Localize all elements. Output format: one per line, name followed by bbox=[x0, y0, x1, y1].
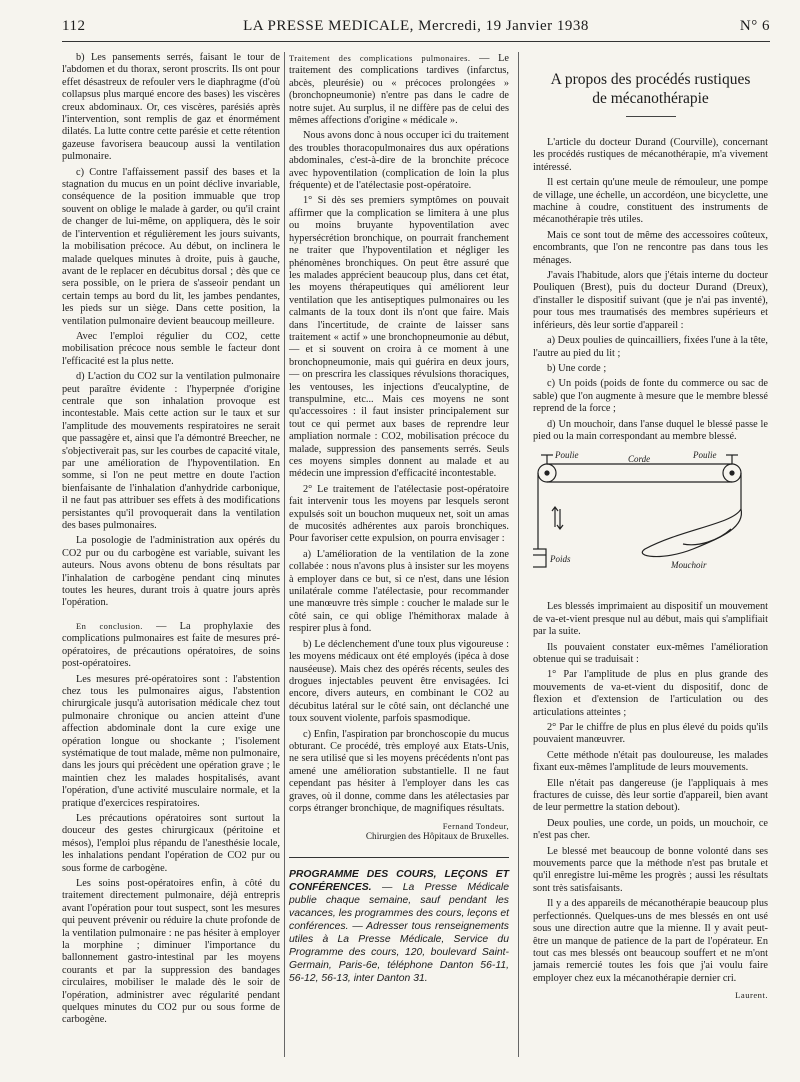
journal-title: LA PRESSE MEDICALE, Mercredi, 19 Janvier 1938 bbox=[243, 18, 589, 34]
paragraph: Les précautions opératoires sont surtout la douceur des gestes chirurgicaux (péritoine et mésos), l'emploi plus répandu de l'anesthésie locale, les inhalations pendant l'opération de CO2 pur ou sous forme de carbogène. bbox=[62, 812, 280, 874]
paragraph: Il est certain qu'une meule de rémouleur, une pompe de village, une échelle, un accordéon, une bicyclette, une machine à coudre, constituent des instruments de mécanothérapie très utiles. bbox=[533, 177, 769, 226]
issue-number: N° 6 bbox=[739, 18, 770, 34]
column-1 bbox=[62, 52, 280, 1030]
pulley-drawing bbox=[533, 449, 768, 591]
paragraph: Nous avons donc à nous occuper ici du traitement des troubles thoracopulmonaires dus aux opérations abdominales, c'est-à-dire de la bronchite précoce avec hypoventilation (complication de loin la plus fréquente) et de l'atélectasie post-opératoire. bbox=[289, 130, 509, 192]
paragraph: 2° Par le chiffre de plus en plus élevé du poids qu'ils pouvaient manœuvrer. bbox=[533, 722, 768, 746]
paragraph: Les mesures pré-opératoires sont : l'abstention chez tous les pulmonaires aigus, l'abstention chirurgicale jusqu'à autorisation médicale chez tout pulmonaire chronique ou ancien atteint d'une affection abdominale dont la cure exige une opération longue ou shockante ; l'isolement systématique de tout malade, même non pulmonaire, dans les jours qui précèdent une opération grave ; le maintien chez les malades hospitalisés, avant l'opération, d'une activité musculaire normale, et la pratique d'exercices respiratoires. bbox=[62, 673, 280, 809]
paragraph: a) Deux poulies de quincailliers, fixées l'une à la tête, l'autre au pied du lit ; bbox=[533, 335, 768, 359]
column-divider bbox=[518, 52, 519, 1057]
program-notice bbox=[289, 868, 509, 985]
paragraph: Ils pouvaient constater eux-mêmes l'amélioration obtenue qui se traduisait : bbox=[533, 641, 768, 665]
column-2 bbox=[289, 52, 509, 985]
paragraph: Les soins post-opératoires enfin, à côté du traitement directement pulmonaire, déjà entrepris avant l'opération pour tout suspect, sont les mesures qui peuvent prévenir ou réduire la chute profonde de la ventilation pulmonaire : ne pas hésiter à employer la morphine ; diminuer l'importance du ballonnement gastro-intestinal par les moyens courants et par la suppression des bandages circulaires, mobiliser le malade dès le soir de l'opération, administrer avec régularité pendant quelques minutes du CO2 pur ou sous forme de carbogène. bbox=[62, 878, 280, 1026]
article-title bbox=[533, 70, 768, 108]
paragraph: a) L'amélioration de la ventilation de la zone collabée : nous n'avons plus à insister sur les moyens à employer dans ce but, si ce n'est, dans une lésion unilatérale comme l'atélectasie, pour recommander une manœuvre très simple : coucher le malade sur le côté sain, ce qui oblige l'hémithorax malade à respirer plus à fond. bbox=[289, 548, 509, 635]
article-author: Laurent. bbox=[735, 990, 768, 1001]
paragraph: c) Un poids (poids de fonte du commerce ou sac de sable) que l'on augmente à mesure que le membre blessé reprend de la force ; bbox=[533, 378, 768, 415]
conclusion-text: — La prophylaxie des complications pulmonaires est faite de mesures pré-opératoires, de précautions opératoires, de soins post-opératoires. bbox=[62, 620, 280, 670]
paragraph: Il y a des appareils de mécanothérapie beaucoup plus perfectionnés. Quelques-uns de mes blessés en ont usé sous une direction autre que la mienne. Il y avait peut-être un manque de patience de la part de l'opérateur. En tout cas mes blessés ont beaucoup souffert et ne m'ont jamais remercié toutes les fois que j'ai voulu faire employer chez eux la mécanothérapie dernier cri. bbox=[533, 898, 768, 984]
program-text: — La Presse Médicale publie chaque semaine, sauf pendant les vacances, les programmes des cours, leçons et conférences. — Adresser tous renseignements utiles à La Presse Médicale, Service du Programme des cours, 120, boulevard Saint-Germain, Paris-6e, téléphone Danton 56-11, 56-12, 56-13, inter Danton 31. bbox=[289, 882, 509, 985]
paragraph: b) Les pansements serrés, faisant le tour de l'abdomen et du thorax, seront proscrits. Ils ont pour effet désastreux de refouler vers le diaphragme (d'où collapsus plus marqué encore des bases) les viscères creux abdominaux. Or, ces viscères, parésiés après l'intervention, sont remplis de gaz et énormément dilatés. La lutte contre cette parésie et cette rétention gazeuse favorisera beaucoup aussi la ventilation pulmonaire. bbox=[62, 52, 280, 163]
label-mouchoir: Mouchoir bbox=[671, 560, 707, 571]
title-line: A propos des procédés rustiques bbox=[550, 71, 751, 88]
author-signature bbox=[289, 821, 509, 843]
title-rule bbox=[626, 116, 676, 117]
column-3 bbox=[533, 52, 768, 1002]
section-separator bbox=[289, 857, 509, 858]
paragraph: 1° Si dès ses premiers symptômes on pouvait affirmer que la complication se limitera à une plus ou moins bruyante hypoventilation avec hypersécrétion bronchique, on pourrait franchement ne traiter que l'hypoventilation et négliger les phénomènes bronchiques. On peut être assuré que les malades apprécient beaucoup plus, dans cet état, les moyens thérapeutiques qui améliorent leur ventilation que les antiseptiques pulmonaires ou les calmants de la toux dont ils n'ont que faire. Mais dans l'incertitude, de crainte de laisser sans traitement « actif » une bronchopneumonie au début, — et si souvent on croira à ce moment à une bronchopneumonie, mais qui guérira en deux jours, — on prescrira les classiques révulsions thoraciques, les ventouses, les injections d'eucalyptine, de transpulmine, etc... Mais ces moyens ne sont qu'accessoires : il faut insister principalement sur tout ce qui permet aux bases de reprendre leur ampliation normale : CO2, mobilisation précoce du malade, suppression des pansements serrés. Seuls ces moyens simples donnent au malade et au médecin une impression d'efficacité incontestable. bbox=[289, 195, 509, 480]
page-header bbox=[62, 18, 770, 40]
paragraph: La posologie de l'administration aux opérés du CO2 pur ou du carbogène est variable, suivant les auteurs. Nous avons obtenu de bons résultats par l'inhalation de carbogène pendant cinq minutes toutes les heures, durant trois à quatre jours après l'opération. bbox=[62, 535, 280, 609]
signature-name: Fernand Tondeur, bbox=[442, 821, 509, 832]
paragraph-text: — Le traitement des complications tardives (infarctus, abcès, pleurésie) ou « précoces prolongées » (bronchopneumonie) n'entre pas dans le cadre de notre sujet. Au surplus, il ne diffère pas de celui des mêmes affections d'origine « médicale ». bbox=[289, 53, 510, 127]
paragraph: c) Enfin, l'aspiration par bronchoscopie du mucus obturant. Ce procédé, très employé aux Etats-Unis, ne sera utilisé que si les moyens précédents n'ont pas amené une amélioration substantielle. Il ne faut cependant pas hésiter à l'employer dans les cas graves, où il donne, comme dans les atélectasies par corps étranger bronchique, de magnifiques résultats. bbox=[289, 728, 509, 814]
page-number: 112 bbox=[62, 18, 86, 34]
paragraph: d) L'action du CO2 sur la ventilation pulmonaire peut paraître évidente : l'hyperpnée d'origine centrale que son inhalation provoque est incontestable. Mais cette action sur le taux et sur l'amplitude des mouvements respiratoires ne serait que passagère et, ainsi que l'a démontré Breecher, ne s'objectiverait pas, sur les courbes de capacité vitale, par une amélioration de l'hypoventilation. En somme, si l'on ne peut mettre en doute l'action bienfaisante de l'inhalation d'anhydride carbonique, il ne faut pas attribuer ses effets à des modifications persistantes qu'il provoquerait dans la ventilation des bases pulmonaires. bbox=[62, 371, 280, 532]
column-divider bbox=[284, 52, 285, 1057]
label-poids: Poids bbox=[550, 554, 571, 565]
conclusion-paragraph bbox=[62, 620, 280, 671]
paragraph: J'avais l'habitude, alors que j'étais interne du docteur Pouliquen (Brest), puis du docteur Durand (Dreux), d'installer le dispositif suivant (que je n'ai pas inventé), pour tous mes traumatisés des membres supérieurs et inférieurs, dès leur sortie d'appareil : bbox=[533, 270, 768, 331]
title-line: de mécanothérapie bbox=[592, 90, 709, 107]
header-rule bbox=[62, 41, 770, 42]
paragraph: Deux poulies, une corde, un poids, un mouchoir, ce n'est pas cher. bbox=[533, 817, 768, 842]
label-corde: Corde bbox=[628, 454, 651, 465]
treatment-paragraph bbox=[289, 52, 509, 127]
paragraph: Les blessés imprimaient au dispositif un mouvement de va-et-vient presque nul au début, mais qui s'amplifiait par la suite. bbox=[533, 601, 768, 638]
paragraph: Mais ce sont tout de même des accessoires coûteux, encombrants, que l'on ne rencontre pas dans tous les ménages. bbox=[533, 229, 768, 266]
section-heading: Traitement des complications pulmonaires. bbox=[289, 53, 471, 63]
signature-title: Chirurgien des Hôpitaux de Bruxelles. bbox=[365, 832, 509, 843]
program-title: PROGRAMME DES COURS, LEÇONS ET CONFÉRENCES. bbox=[289, 869, 509, 894]
paragraph: Elle n'était pas dangereuse (je l'appliquais à mes fractures de cuisse, dès leur sortie d'appareil, bien avant de leur permettre la station debout). bbox=[533, 777, 768, 814]
paragraph: b) Le déclenchement d'une toux plus vigoureuse : les moyens médicaux ont été employés (ipéca à dose nauséeuse). Mais chez des opérés récents, seules des drogues injectables peuvent être envisagées. Ici encore, divers auteurs, en combinant le CO2 au décubitus latéral sur le côté sain, ont déclanché une toux souvent violente, parfois spasmodique. bbox=[289, 638, 509, 725]
paragraph: b) Une corde ; bbox=[547, 362, 607, 374]
conclusion-lead: En conclusion. bbox=[76, 620, 143, 631]
paragraph: c) Contre l'affaissement passif des bases et la stagnation du mucus en un point déclive invariable, conséquence de la position immuable que trop souvent on oblige le malade à garder, ou qu'il craint de changer de lui-même, on appliquera, dès le soir de l'intervention et régulièrement les jours suivants, la mobilisation précoce. Au début, on inclinera le malade quelques minutes à droite, puis à gauche, avant de le replacer en décubitus dorsal ; dès que ce sera possible, on le priera de s'asseoir pendant un certain temps au bord du lit, les jambes pendantes, les pieds sur un siège. Dans cette position, la ventilation pulmonaire devient beaucoup meilleure. bbox=[62, 166, 280, 327]
paragraph: Cette méthode n'était pas douloureuse, les malades fixant eux-mêmes l'amplitude de leurs mouvements. bbox=[533, 749, 768, 774]
label-poulie-left: Poulie bbox=[555, 450, 579, 461]
paragraph: Le blessé met beaucoup de bonne volonté dans ses mouvements parce que la méthode n'est pas brutale et qu'il enregistre lui-même les progrès ; aussi les résultats sont très satisfaisants. bbox=[533, 845, 768, 894]
pulley-diagram bbox=[533, 449, 768, 591]
paragraph: Avec l'emploi régulier du CO2, cette mobilisation précoce nous semble le facteur dont l'efficacité est la plus nette. bbox=[62, 330, 280, 367]
paragraph: d) Un mouchoir, dans l'anse duquel le blessé passe le pied ou la main correspondant au membre blessé. bbox=[533, 418, 768, 442]
paragraph: 2° Le traitement de l'atélectasie post-opératoire fait intervenir tous les moyens par lesquels seront expulsés soit un bouchon muqueux net, soit un amas de mucosités adhérentes aux parois bronchiques. Pour favoriser cette expulsion, on pourra envisager : bbox=[289, 483, 509, 545]
paragraph: 1° Par l'amplitude de plus en plus grande des mouvements de va-et-vient du dispositif, donc de flexion et d'extension de l'articulation ou des articulations atteintes ; bbox=[533, 669, 768, 718]
paragraph: L'article du docteur Durand (Courville), concernant les procédés rustiques de mécanothérapie, m'a vivement intéressé. bbox=[533, 137, 768, 173]
label-poulie-right: Poulie bbox=[693, 450, 717, 461]
